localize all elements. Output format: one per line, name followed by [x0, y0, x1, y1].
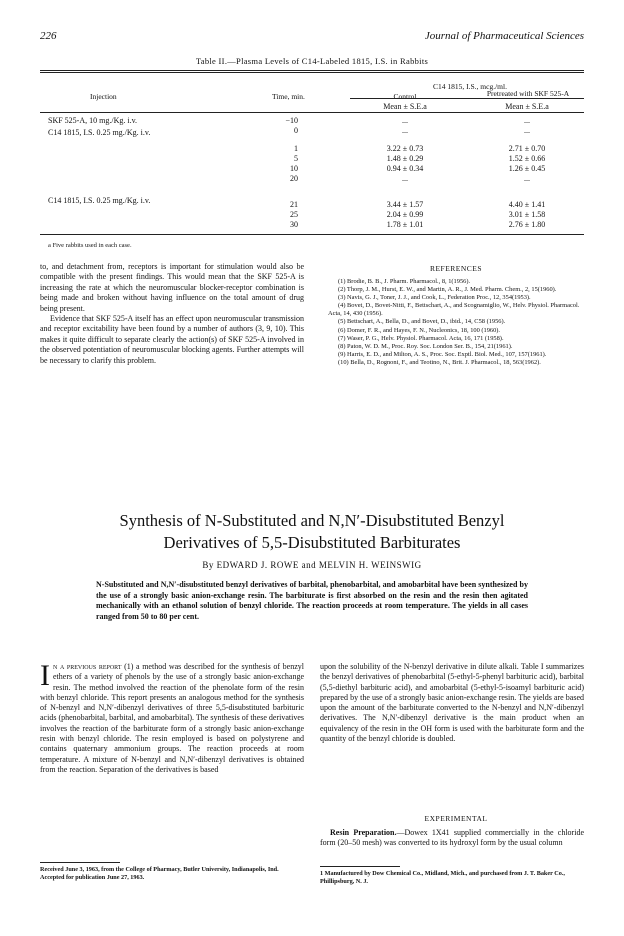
table-time-cell: −10: [285, 116, 298, 125]
footnote-manufacturer: 1 Manufactured by Dow Chemical Co., Midland, Mich., and purchased from J. T. Baker Co., Phillipsburg, N. J.: [320, 870, 565, 885]
table-pretreated-cell: 1.52 ± 0.66: [508, 154, 546, 163]
table-time-cell: 1: [294, 144, 298, 153]
table-control-cell: ...: [402, 174, 408, 183]
table-injection-cell: C14 1815, I.S. 0.25 mg./Kg. i.v.: [48, 196, 151, 205]
table-top-rule-2: [40, 72, 584, 73]
reference-item: (9) Harris, E. D., and Milton, A. S., Proc. Soc. Exptl. Biol. Med., 107, 157(1961).: [338, 350, 547, 358]
body-left-column: [40, 659, 304, 775]
drop-cap: I: [40, 659, 50, 692]
table-pretreated-cell: 2.71 ± 0.70: [508, 144, 546, 153]
reference-item: (4) Bovet, D., Bovet-Nitti, F., Bettschart, A., and Scognamiglio, W., Helv. Physiol. Pharmacol. Acta, 14, 430 (1956).: [328, 302, 580, 318]
table-control-cell: 0.94 ± 0.34: [386, 164, 424, 173]
table-group-rule: [350, 98, 584, 99]
references-list: [328, 278, 584, 367]
article-title-line: Synthesis of N-Substituted and N,N′-Disubstituted Benzyl: [119, 511, 505, 530]
article-authors: [0, 560, 624, 570]
table-time-cell: 5: [294, 154, 298, 163]
resin-text: —Dowex 1X41 supplied commercially in the chloride form (20–50 mesh) was converted to its hydroxyl form by the usual column: [320, 828, 584, 848]
table-control-cell: ...: [402, 126, 408, 135]
resin-heading: Resin Preparation.: [330, 828, 397, 837]
reference-item: (2) Thorp, J. M., Hurst, E. W., and Martin, A. R., J. Med. Pharm. Chem., 2, 15(1960).: [338, 286, 557, 294]
table-bottom-rule: [40, 234, 584, 235]
received-date: Received June 3, 1963, from the College of Pharmacy, Butler University, Indianapolis, Ind.: [40, 866, 279, 873]
left-column-text: [40, 262, 304, 366]
table-time-cell: 30: [290, 220, 298, 229]
table-time-cell: 0: [294, 126, 298, 135]
table-time-cell: 20: [290, 174, 298, 183]
running-header: [40, 30, 584, 46]
col-header-group: C14 1815, I.S., mcg./ml.: [433, 82, 507, 91]
references-heading: REFERENCES: [429, 264, 483, 273]
table-pretreated-cell: 3.01 ± 1.58: [508, 210, 546, 219]
page-number: 226: [40, 30, 57, 42]
table-control-cell: 1.78 ± 1.01: [386, 220, 424, 229]
paragraph: to, and detachment from, receptors is important for stimulation would also be compatible with the present findings. This would mean that the SKF 525-A is increasing the rate at which the neuromuscular blocker-receptor combination is being made and broken without having influence on the total amount of drug being present.: [40, 262, 304, 313]
by-label: By: [202, 560, 214, 570]
table-time-cell: 21: [290, 200, 298, 209]
experimental-heading: EXPERIMENTAL: [424, 814, 488, 823]
col-header-mean-se-pretreated: Mean ± S.E.a: [505, 102, 549, 111]
table-pretreated-cell: 4.40 ± 1.41: [508, 200, 546, 209]
reference-item: (1) Brodie, B. B., J. Pharm. Pharmacol., 8, 1(1956).: [338, 278, 471, 285]
reference-item: (7) Waser, P. G., Helv. Physiol. Pharmacol. Acta, 16, 171 (1958).: [338, 334, 504, 342]
col-header-mean-se-control: Mean ± S.E.a: [383, 102, 427, 111]
reference-item: (8) Paton, W. D. M., Proc. Roy. Soc. London Ser. B., 154, 21(1961).: [338, 342, 513, 350]
journal-name: Journal of Pharmaceutical Sciences: [424, 30, 584, 42]
table-control-cell: 3.22 ± 0.73: [386, 144, 424, 153]
paragraph: Evidence that SKF 525-A itself has an effect upon neuromuscular transmission and receptor excitability have been found by a number of authors (3, 9, 10). This makes it quite difficult to separate clearly the action(s) of SKF 525-A involved in the observed potentiation of neuromuscular blocking agents. Further attempts will be necessary to clarify this problem.: [40, 314, 304, 365]
resin-paragraph: [320, 828, 584, 849]
table-pretreated-cell: 2.76 ± 1.80: [508, 220, 546, 229]
body-right-column: [320, 662, 584, 744]
table-control-cell: ...: [402, 116, 408, 125]
col-header-pretreated: Pretreated with SKF 525-A: [486, 89, 570, 98]
table-control-cell: 3.44 ± 1.57: [386, 200, 424, 209]
table-control-cell: 1.48 ± 0.29: [386, 154, 424, 163]
col-header-time: Time, min.: [272, 92, 305, 101]
right-footnote-rule: [320, 866, 400, 867]
body-text-right: upon the solubility of the N-benzyl derivative in dilute alkali. Table I summarizes the benzyl derivatives of phenobarbital (5-ethyl-5-phenyl barbituric acid), barbital (5,5-diethyl barbituric acid), and amobarbital (5-ethyl-5-isoamyl barbituric acid) prepared by the use of a strongly basic anion-exchange resin. The yields are based upon the amount of the barbiturate converted to the N-benzyl and N,N′-dibenzyl derivatives. The N,N′-dibenzyl derivative is the main product when an equivalency of the resin in the OH form is used with the barbiturate form and the quantity of the benzyl chloride is doubled.: [320, 662, 584, 744]
table-footnote: a Five rabbits used in each case.: [48, 242, 132, 249]
article-title-line: Derivatives of 5,5-Disubstituted Barbiturates: [163, 533, 461, 552]
article-title: [0, 510, 624, 554]
accepted-date: Accepted for publication June 27, 1963.: [40, 873, 145, 881]
left-footnote-rule: [40, 862, 120, 863]
table-control-cell: 2.04 ± 0.99: [386, 210, 424, 219]
table-injection-cell: C14 1815, I.S. 0.25 mg./Kg. i.v.: [48, 128, 151, 137]
reference-item: (10) Bella, D., Rognoni, F., and Teotino, N., Brit. J. Pharmacol., 18, 563(1962).: [338, 358, 541, 366]
table-pretreated-cell: 1.26 ± 0.45: [508, 164, 546, 173]
col-header-injection: Injection: [90, 92, 117, 101]
table-injection-cell: SKF 525-A, 10 mg./Kg. i.v.: [48, 116, 138, 125]
article-abstract: N-Substituted and N,N′-disubstituted benzyl derivatives of barbital, phenobarbital, and amobarbital have been synthesized by the use of a strongly basic anion-exchange resin. The barbiturate is first absorbed on the resin and the resin then agitated mechanically with an ethanol solution of benzyl chloride. The reaction proceeds at room temperature. The yields in all cases ranged from 50 to 80 per cent.: [96, 580, 528, 621]
reference-item: (5) Bettschart, A., Bella, D., and Bovet, D., ibid., 14, C58 (1956).: [338, 318, 506, 326]
table-pretreated-cell: ...: [524, 174, 530, 183]
reference-item: (6) Domer, F. R., and Hayes, F. N., Nucleonics, 18, 100 (1960).: [338, 326, 501, 334]
table-pretreated-cell: ...: [524, 126, 530, 135]
body-text-left: (1) a method was described for the synthesis of benzyl ethers of a variety of phenols by the use of a strongly basic anion-exchange resin. The method involved the reaction of the phenolate form of the resin with benzyl chloride. This report presents an analogous method for the synthesis of N-benzyl and N,N′-dibenzyl derivatives of three 5,5-disubstituted barbituric acids (phenobarbital, barbital, and amobarbital). The synthesis of these derivatives involves the reaction of the barbiturate form of a strongly basic anion-exchange resin with benzyl chloride. The resin employed is based on polystyrene and contains quaternary ammonium groups. The reaction proceeds at room temperature. A mixture of N-benzyl and N,N′-dibenzyl derivatives is obtained from the reaction. Separation of the derivatives is based: [40, 662, 304, 774]
table-top-rule: [40, 70, 584, 71]
lead-small-caps: n a previous report: [53, 662, 122, 671]
table-time-cell: 25: [290, 210, 298, 219]
received-note: [40, 866, 304, 882]
table-pretreated-cell: ...: [524, 116, 530, 125]
reference-item: (3) Navis, G. J., Toner, J. J., and Cook, L., Federation Proc., 12, 354(1953).: [338, 294, 531, 302]
table-caption: Table II.—Plasma Levels of C14-Labeled 1815, I.S. in Rabbits: [195, 56, 429, 66]
table-time-cell: 10: [290, 164, 298, 173]
author-names: EDWARD J. ROWE and MELVIN H. WEINSWIG: [216, 560, 422, 570]
col-header-control: Control: [393, 92, 417, 101]
table-header-rule: [40, 112, 584, 113]
